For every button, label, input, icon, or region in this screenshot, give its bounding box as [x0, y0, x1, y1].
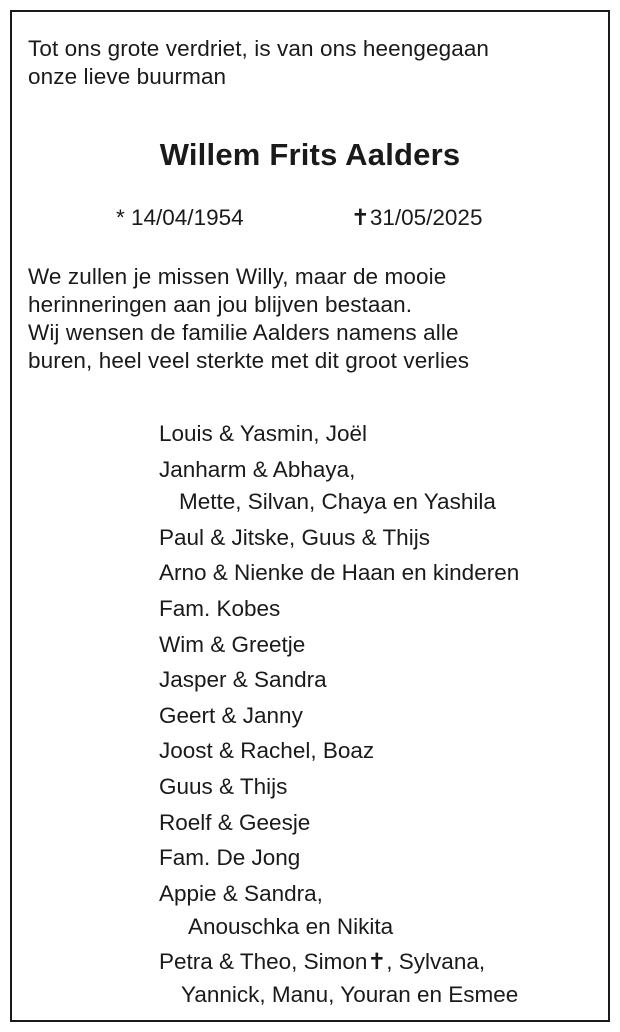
signatory-line: Paul & Jitske, Guus & Thijs — [159, 524, 430, 550]
signatory-line: Appie & Sandra, — [159, 880, 323, 906]
intro-line: onze lieve buurman — [28, 64, 227, 89]
signatory-line: Joost & Rachel, Boaz — [159, 738, 375, 764]
message-line: Wij wensen de familie Aalders namens alle — [28, 320, 459, 345]
deceased-name: Willem Frits Aalders — [159, 137, 461, 172]
intro-line: Tot ons grote verdriet, is van ons heengegaan — [28, 36, 490, 61]
message-line: We zullen je missen Willy, maar de mooie — [28, 264, 447, 289]
signatories-list — [159, 420, 519, 1016]
signatory-line: Petra & Theo, Simon✝, Sylvana, — [159, 949, 486, 975]
signatory-line: Janharm & Abhaya, — [159, 456, 356, 482]
signatory-line: Jasper & Sandra — [159, 667, 327, 693]
signatory-line: Fam. De Jong — [159, 845, 301, 871]
signatory-line: Guus & Thijs — [159, 774, 288, 800]
signatory-line-continued: Mette, Silvan, Chaya en Yashila — [179, 489, 496, 515]
message-line: herinneringen aan jou blijven bestaan. — [28, 292, 413, 317]
intro-text — [28, 35, 489, 91]
death-date: ✝31/05/2025 — [351, 205, 483, 230]
signatory-line-continued: Yannick, Manu, Youran en Esmee — [181, 981, 519, 1007]
birth-date: * 14/04/1954 — [116, 205, 244, 230]
signatory-line: Louis & Yasmin, Joël — [159, 421, 368, 446]
signatory-line: Fam. Kobes — [159, 596, 281, 622]
signatory-line: Roelf & Geesje — [159, 809, 311, 835]
signatory-line: Geert & Janny — [159, 702, 303, 728]
signatory-line: Wim & Greetje — [159, 631, 306, 657]
message-line: buren, heel veel sterkte met dit groot verlies — [28, 348, 470, 373]
signatory-line-continued: Anouschka en Nikita — [188, 913, 394, 939]
signatory-line: Arno & Nienke de Haan en kinderen — [159, 560, 520, 586]
condolence-message — [28, 263, 469, 375]
